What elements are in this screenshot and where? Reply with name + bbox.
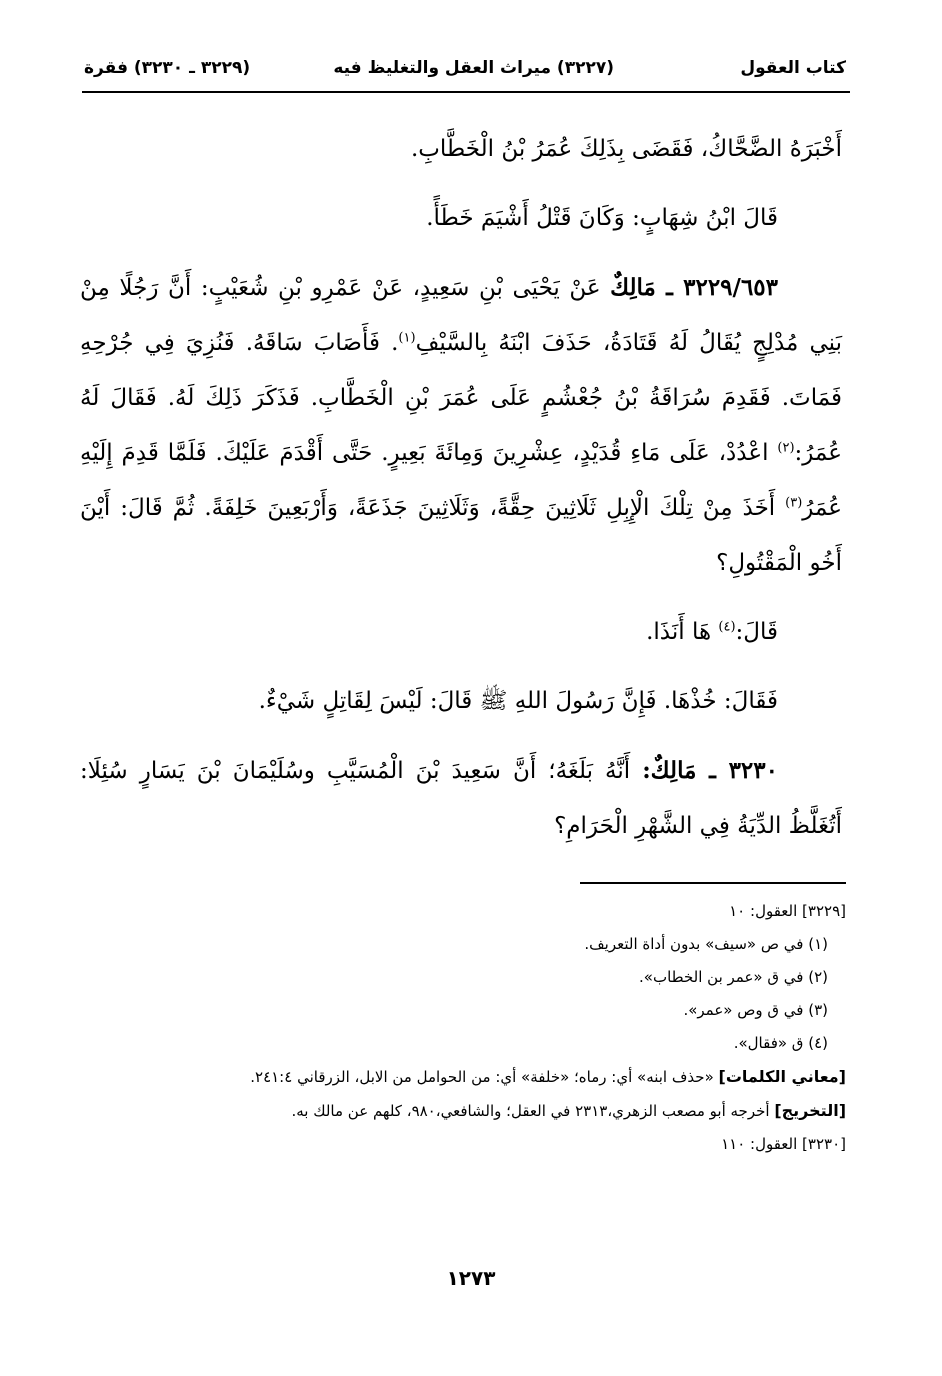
footnote-marker[interactable]: (٣) [785,495,803,511]
note-label: [التخريج] [774,1101,846,1120]
footnote-marker[interactable]: (٤) [718,619,736,635]
word-meanings-note [74,1063,846,1091]
hadith-3230 [80,743,842,854]
footnote-reference: [٣٢٣٠] العقول: ١١٠ [721,1135,846,1153]
paragraph: أَخْبَرَهُ الضَّحَّاكُ، فَقَضَى بِذَلِكَ عُمَرُ بْنُ الْخَطَّابِ. [410,136,842,162]
paragraph: فَقَالَ: خُذْهَا. فَإِنَّ رَسُولَ اللهِ ﷺ قَالَ: لَيْسَ لِقَاتِلٍ شَيْءٌ. [258,688,778,714]
header-paragraph-range: (٣٢٢٩ ـ ٣٢٣٠) فقرة [84,58,251,78]
footnote: (٤) ق «فقال». [733,1034,828,1052]
header-book-title: كتاب العقول [740,58,846,78]
footnote-rule [580,882,846,884]
note-label: [معاني الكلمات] [718,1067,846,1086]
running-header [84,54,846,88]
footnote: (١) في ص «سيف» بدون أداة التعريف. [584,935,828,953]
footnote-marker[interactable]: (١) [398,330,416,346]
hadith-text: أَخَذَ مِنْ تِلْكَ الْإِبِلِ ثَلَاثِينَ حِقَّةً، وَثَلَاثِينَ جَذَعَةً، وَأَرْبَعِينَ خَلِفَةً. ثُمَّ قَالَ: أَيْنَ أَخُو الْمَقْتُولِ؟ [80,495,842,576]
hadith-text: أَنَّهُ بَلَغَهُ؛ أَنَّ سَعِيدَ بْنَ الْمُسَيَّبِ وسُلَيْمَانَ بْنَ يَسَارٍ سُئِلَا: أَتُغَلَّظُ الدِّيَةُ فِي الشَّهْرِ الْحَرَامِ؟ [80,758,842,839]
hadith-3229 [80,260,842,591]
paragraph-text: هَا أَنَذَا. [646,619,719,645]
paragraph [80,605,842,660]
hadith-number: ٣٢٢٩/٦٥٣ ـ مَالِكٌ [610,274,778,301]
footnotes [74,898,846,1164]
header-rule [82,91,850,93]
hadith-number: ٣٢٣٠ ـ مَالِكٌ: [642,757,778,784]
footnote-reference: [٣٢٢٩] العقول: ١٠ [729,902,846,920]
note-text: «حذف ابنه» أي: رماه؛ «خلفة» أي: من الحوامل من الابل، الزرقاني ٢٤١:٤. [250,1068,719,1086]
header-chapter-title: (٣٢٢٧) ميراث العقل والتغليظ فيه [333,58,614,78]
hadith-text: . فَأَصَابَ سَاقَهُ. فَنُزِيَ فِي جُرْحِهِ فَمَاتَ. فَقَدِمَ سُرَاقَةُ بْنُ جُعْشُمٍ عَلَى عُمَرَ بْنِ الْخَطَّابِ. فَذَكَرَ ذَلِكَ لَهُ. فَقَالَ لَهُ عُمَرُ: [80,330,842,466]
footnote-marker[interactable]: (٢) [777,440,795,456]
main-text [80,122,842,854]
note-text: أخرجه أبو مصعب الزهري،٢٣١٣ في العقل؛ والشافعي،٩٨٠، كلهم عن مالك به. [291,1102,775,1120]
paragraph: قَالَ ابْنُ شِهَابٍ: وَكَانَ قَتْلُ أَشْيَمَ خَطَأً. [426,205,778,231]
footnote: (٢) في ق «عمر بن الخطاب». [639,968,828,986]
page-number: ١٢٧٣ [446,1266,496,1290]
hadith-text: اعْدُدْ، عَلَى مَاءِ قُدَيْدٍ، عِشْرِينَ وَمِائَةَ بَعِيرٍ. حَتَّى أَقْدَمَ عَلَيْكَ. فَلَمَّا قَدِمَ إِلَيْهِ عُمَرُ [80,440,842,521]
hadith-text: عَنْ يَحْيَى بْنِ سَعِيدٍ، عَنْ عَمْرِو بْنِ شُعَيْبٍ: أَنَّ رَجُلًا مِنْ بَنِي مُدْلِجٍ يُقَالُ لَهُ قَتَادَةُ، حَذَفَ ابْنَهُ بِالسَّيْفِ [80,275,842,356]
paragraph-text: قَالَ: [735,619,778,645]
footnote: (٣) في ق وص «عمر». [683,1001,828,1019]
takhrij-note [74,1097,846,1125]
